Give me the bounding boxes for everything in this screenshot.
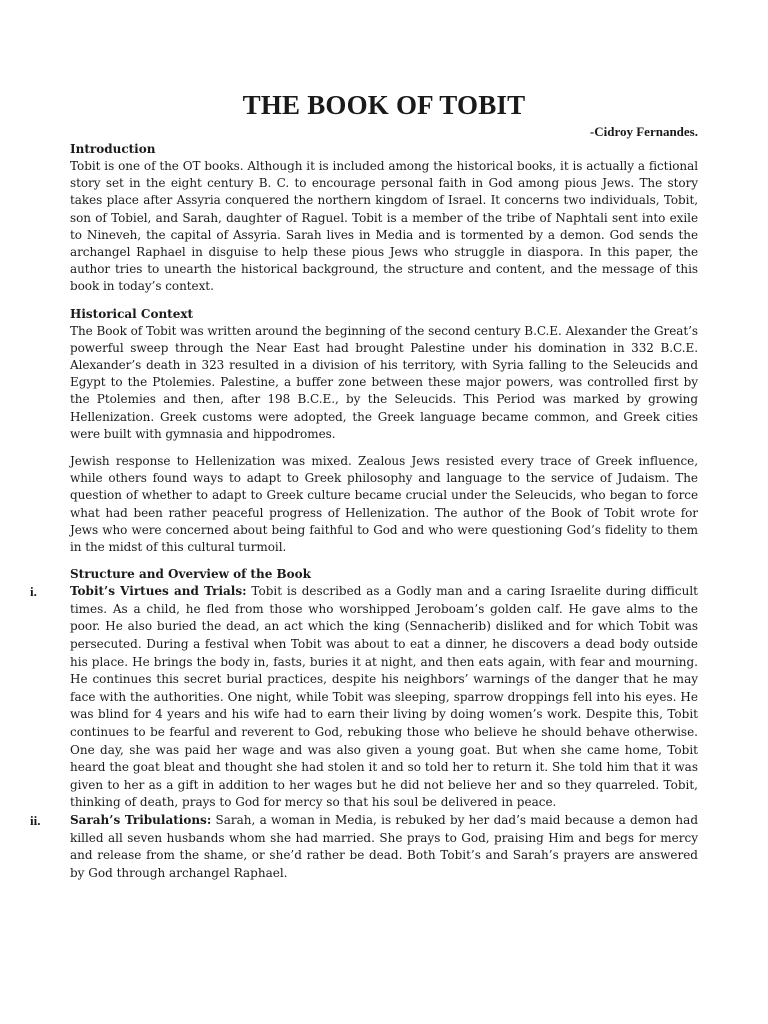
section-heading-introduction: Introduction bbox=[70, 142, 156, 156]
list-numeral: ii. bbox=[30, 812, 41, 828]
historical-context-paragraph-1: The Book of Tobit was written around the beginning of the second century B.C.E. Alexander the Great’s powerful sweep through the Near East had brought Palestine under his domination in 332 B.C.E. Alexander’s death in 323 resulted in a division of his territory, with Syria falling to the Seleucids and Egypt to the Ptolemies. Palestine, a buffer zone between these major powers, was controlled first by the Ptolemies and then, after 198 B.C.E., by the Seleucids. This Period was marked by growing Hellenization. Greek customs were adopted, the Greek language became common, and Greek cities were built with gymnasia and hippodromes. bbox=[70, 323, 698, 441]
introduction-paragraph: Tobit is one of the OT books. Although it is included among the historical books, it is actually a fictional story set in the eight century B. C. to encourage personal faith in God among pious Jews. The story takes place after Assyria conquered the northern kingdom of Israel. It concerns two individuals, Tobit, son of Tobiel, and Sarah, daughter of Raguel. Tobit is a member of the tribe of Naphtali sent into exile to Nineveh, the capital of Assyria. Sarah lives in Media and is tormented by a demon. God sends the archangel Raphael in disguise to help these pious Jews who struggle in diaspora. In this paper, the author tries to unearth the historical background, the structure and content, and the message of this book in today’s context. bbox=[70, 159, 698, 294]
list-item-text: Tobit is described as a Godly man and a caring Israelite during difficult times. As a child, he fled from those who worshipped Jeroboam’s golden calf. He gave alms to the poor. He also buried the dead, an act which the king (Sennacherib) disliked and for which Tobit was persecuted. During a festival when Tobit was about to eat a dinner, he discovers a dead body outside his place. He brings the body in, fasts, buries it at night, and then eats again, with fear and mourning. He continues this secret burial practices, despite his neighbors’ warnings of the danger that he may face with the authorities. One night, while Tobit was sleeping, sparrow droppings fell into his eyes. He was blind for 4 years and his wife had to earn their living by doing women’s work. Despite this, Tobit continues to be fearful and reverent to God, rebuking those who believe he should behave otherwise. One day, she was paid her wage and was also given a young goat. But when she came home, Tobit heard the goat bleat and thought she had stolen it and so told her to return it. She told him that it was given to her as a gift in addition to her wages but he did not believe her and so they quarreled. Tobit, thinking of death, prays to God for mercy so that his soul be delivered in peace. bbox=[70, 584, 698, 810]
section-heading-historical-context: Historical Context bbox=[70, 306, 194, 321]
section-structure bbox=[30, 565, 698, 882]
section-introduction bbox=[70, 140, 698, 296]
section-heading-structure: Structure and Overview of the Book bbox=[70, 567, 311, 582]
list-item-title: Tobit’s Virtues and Trials: bbox=[70, 584, 247, 599]
list-numeral: i. bbox=[30, 584, 37, 600]
structure-list bbox=[30, 583, 698, 882]
list-item bbox=[30, 812, 698, 882]
author-byline: -Cidroy Fernandes. bbox=[589, 124, 698, 139]
historical-context-paragraph-2: Jewish response to Hellenization was mixed. Zealous Jews resisted every trace of Greek influence, while others found ways to adapt to Greek philosophy and language to the service of Judaism. The question of whether to adapt to Greek culture became crucial under the Seleucids, who began to force what had been rather peaceful progress of Hellenization. The author of the Book of Tobit wrote for Jews who were concerned about being faithful to God and who were questioning God’s fidelity to them in the midst of this cultural turmoil. bbox=[70, 454, 698, 555]
section-historical-context bbox=[70, 305, 698, 557]
page-title: THE BOOK OF TOBIT bbox=[242, 90, 526, 120]
list-item-title: Sarah’s Tribulations: bbox=[70, 812, 212, 827]
list-item-text: Sarah, a woman in Media, is rebuked by her dad’s maid because a demon had killed all seven husbands whom she had married. She prays to God, praising Him and begs for mercy and release from the shame, or she’d rather be dead. Both Tobit’s and Sarah’s prayers are answered by God through archangel Raphael. bbox=[70, 812, 698, 880]
list-item bbox=[30, 583, 698, 812]
